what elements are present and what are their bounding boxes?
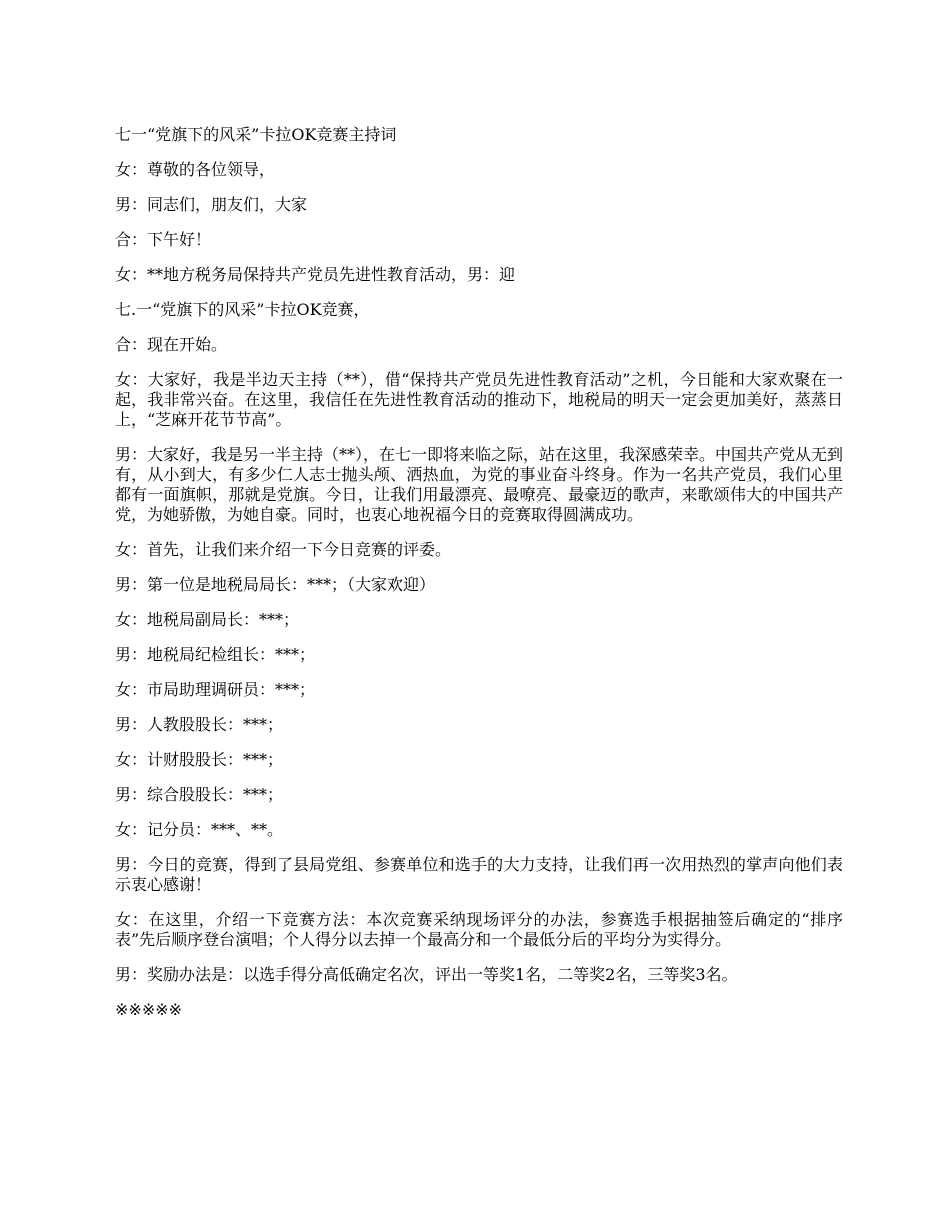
paragraph: 男：第一位是地税局局长：***；（大家欢迎） [115, 575, 436, 594]
paragraph: 男：大家好，我是另一半主持（**），在七一即将来临之际，站在这里，我深感荣幸。中国共产党从无到有，从小到大，有多少仁人志士抛头颅、洒热血，为党的事业奋斗终身。作为一名共产党员，我们心里都有一面旗帜，那就是党旗。今日，让我们用最漂亮、最嘹亮、最豪迈的歌声，来歌颂伟大的中国共产党，为她骄傲，为她自豪。同时，也衷心地祝福今日的竞赛取得圆满成功。 [115, 445, 844, 524]
paragraph: 男：同志们，朋友们，大家 [115, 195, 308, 214]
paragraph: 女：**地方税务局保持共产党员先进性教育活动，男：迎 [115, 265, 516, 284]
paragraph: 女：计财股股长：***； [115, 750, 284, 769]
paragraph: 合：现在开始。 [115, 335, 228, 354]
paragraph: 合：下午好！ [115, 230, 212, 249]
paragraph: 七.一“党旗下的风采”卡拉OK竞赛， [115, 300, 370, 319]
paragraph: 女：大家好，我是半边天主持（**），借“保持共产党员先进性教育活动”之机，今日能和大家欢聚在一起，我非常兴奋。在这里，我信任在先进性教育活动的推动下，地税局的明天一定会更加美好，蒸蒸日上，“芝麻开花节节高”。 [115, 370, 843, 429]
paragraph: 男：今日的竞赛，得到了县局党组、参赛单位和选手的大力支持，让我们再一次用热烈的掌声向他们表示衷心感谢！ [115, 855, 843, 894]
paragraph: 男：奖励办法是：以选手得分高低确定名次，评出一等奖1名，二等奖2名，三等奖3名。 [115, 965, 738, 984]
paragraph: 男：地税局纪检组长：***； [115, 645, 316, 664]
document-title: 七一“党旗下的风采”卡拉OK竞赛主持词 [115, 125, 397, 144]
paragraph: 女：地税局副局长：***； [115, 610, 300, 629]
paragraph: 女：首先，让我们来介绍一下今日竞赛的评委。 [115, 540, 452, 559]
paragraph: 男：综合股股长：***； [115, 785, 284, 804]
paragraph: 女：在这里，介绍一下竞赛方法：本次竞赛采纳现场评分的办法，参赛选手根据抽签后确定的“排序表”先后顺序登台演唱；个人得分以去掉一个最高分和一个最低分后的平均分为实得分。 [115, 910, 843, 949]
end-marker: ※※※※※ [115, 1000, 183, 1019]
paragraph: 女：市局助理调研员：***； [115, 680, 316, 699]
paragraph: 男：人教股股长：***； [115, 715, 284, 734]
document-body [115, 125, 843, 1035]
paragraph: 女：记分员：***、**。 [115, 820, 284, 839]
paragraph: 女：尊敬的各位领导， [115, 160, 276, 179]
